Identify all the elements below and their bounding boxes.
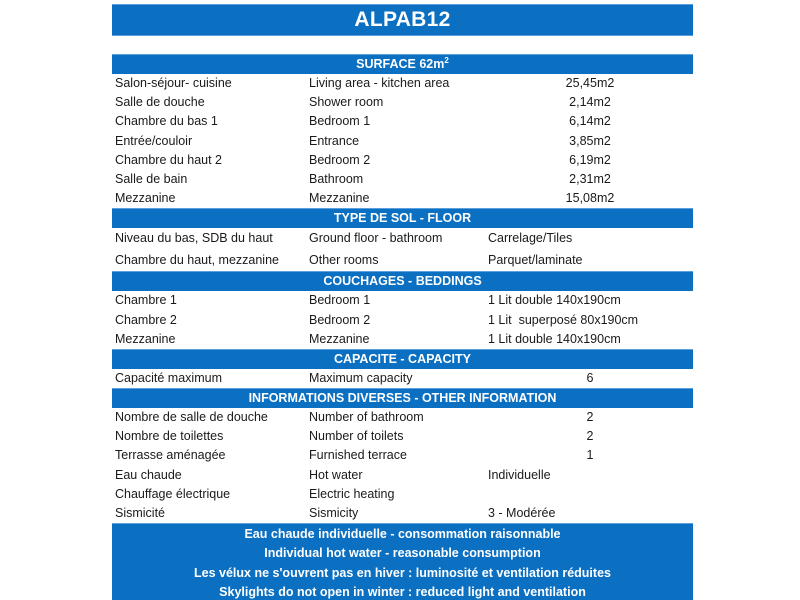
row-label-fr: Chambre du haut, mezzanine: [115, 252, 279, 267]
row-label-en: Sismicity: [309, 506, 359, 520]
row-label-fr: Chambre 2: [115, 312, 177, 327]
footer-note: Skylights do not open in winter : reduced light and ventilation: [219, 584, 586, 599]
row-value: 2: [586, 410, 594, 425]
table-row: [112, 446, 693, 465]
row-value: 15,08m2: [565, 191, 615, 206]
row-label-en: Living area - kitchen area: [309, 76, 450, 90]
table-row: [112, 311, 693, 330]
section-header-surface-label: SURFACE 62m: [356, 57, 445, 71]
row-value: 2,31m2: [569, 171, 611, 186]
section-header-floor: TYPE DE SOL - FLOOR: [112, 208, 693, 228]
table-row: [112, 427, 693, 446]
row-value: 25,45m2: [565, 76, 615, 90]
row-value: 1: [586, 448, 594, 463]
row-value: Parquet/laminate: [488, 252, 583, 267]
property-title: ALPAB12: [112, 4, 693, 36]
row-label-fr: Salle de douche: [115, 95, 205, 110]
row-label-fr: Capacité maximum: [115, 370, 222, 385]
row-label-fr: Nombre de salle de douche: [115, 410, 268, 425]
row-label-fr: Chambre 1: [115, 293, 177, 308]
table-row: [112, 112, 693, 131]
row-label-en: Entrance: [309, 133, 360, 148]
row-label-fr: Salon-séjour- cuisine: [115, 76, 232, 90]
row-label-fr: Chambre du haut 2: [115, 152, 223, 167]
footer-note: Individual hot water - reasonable consumption: [264, 546, 541, 561]
beddings-rows: [112, 291, 693, 349]
property-sheet: [112, 4, 693, 600]
row-value: 1 Lit superposé 80x190cm: [488, 312, 639, 327]
table-row: [112, 151, 693, 170]
row-label-fr: Entrée/couloir: [115, 133, 193, 148]
table-row: [112, 93, 693, 112]
row-label-en: Mezzanine: [309, 191, 370, 206]
table-row: [112, 369, 693, 388]
table-row: [112, 330, 693, 349]
row-value: 1 Lit double 140x190cm: [488, 293, 621, 308]
table-row: [112, 189, 693, 208]
row-label-fr: Nombre de toilettes: [115, 429, 224, 444]
section-header-surface: [112, 54, 693, 74]
row-label-en: Other rooms: [309, 252, 379, 267]
row-label-fr: Mezzanine: [115, 331, 176, 346]
section-header-other-information: INFORMATIONS DIVERSES - OTHER INFORMATION: [112, 388, 693, 408]
table-row: [112, 466, 693, 485]
spacer: [112, 36, 693, 54]
section-header-beddings: COUCHAGES - BEDDINGS: [112, 271, 693, 291]
row-label-en: Furnished terrace: [309, 448, 407, 463]
row-value: 6,14m2: [569, 114, 611, 129]
row-label-en: Number of toilets: [309, 429, 404, 444]
other-information-rows: [112, 408, 693, 523]
table-row: [112, 291, 693, 310]
row-value: 2: [586, 429, 594, 444]
table-row: [112, 408, 693, 427]
row-label-fr: Eau chaude: [115, 467, 182, 482]
table-row: [112, 132, 693, 151]
footer-note: Les vélux ne s'ouvrent pas en hiver : luminosité et ventilation réduites: [194, 565, 611, 580]
row-label-en: Bedroom 1: [309, 293, 371, 308]
row-label-en: Mezzanine: [309, 331, 370, 346]
capacity-rows: [112, 369, 693, 388]
row-value: Individuelle: [488, 467, 551, 482]
footer-notes: [112, 523, 693, 600]
row-value: 3,85m2: [569, 133, 611, 148]
table-row: [112, 504, 693, 523]
table-row: [112, 485, 693, 504]
row-label-en: Bedroom 2: [309, 312, 371, 327]
row-label-en: Number of bathroom: [309, 410, 424, 425]
row-label-en: Maximum capacity: [309, 370, 413, 385]
table-row: [112, 250, 693, 272]
row-label-en: Electric heating: [309, 486, 395, 501]
row-label-en: Ground floor - bathroom: [309, 231, 443, 246]
row-label-en: Shower room: [309, 95, 384, 110]
row-label-fr: Mezzanine: [115, 191, 176, 206]
row-value: Carrelage/Tiles: [488, 231, 573, 246]
row-label-en: Bedroom 2: [309, 152, 371, 167]
section-header-capacity: CAPACITE - CAPACITY: [112, 349, 693, 369]
row-label-fr: Sismicité: [115, 506, 166, 520]
row-label-en: Hot water: [309, 467, 363, 482]
table-row: [112, 74, 693, 93]
row-label-fr: Niveau du bas, SDB du haut: [115, 231, 273, 246]
row-label-fr: Salle de bain: [115, 171, 188, 186]
table-row: [112, 228, 693, 250]
footer-note: Eau chaude individuelle - consommation raisonnable: [244, 527, 561, 542]
row-label-fr: Terrasse aménagée: [115, 448, 226, 463]
superscript-two: 2: [444, 56, 449, 65]
floor-rows: [112, 228, 693, 271]
row-value: 3 - Modérée: [488, 506, 556, 520]
row-label-en: Bathroom: [309, 171, 364, 186]
row-value: 6: [586, 370, 594, 385]
row-value: 6,19m2: [569, 152, 611, 167]
table-row: [112, 170, 693, 189]
row-value: 2,14m2: [569, 95, 611, 110]
row-label-en: Bedroom 1: [309, 114, 371, 129]
surface-rows: [112, 74, 693, 208]
row-label-fr: Chambre du bas 1: [115, 114, 218, 129]
row-label-fr: Chauffage électrique: [115, 486, 231, 501]
row-value: 1 Lit double 140x190cm: [488, 331, 621, 346]
